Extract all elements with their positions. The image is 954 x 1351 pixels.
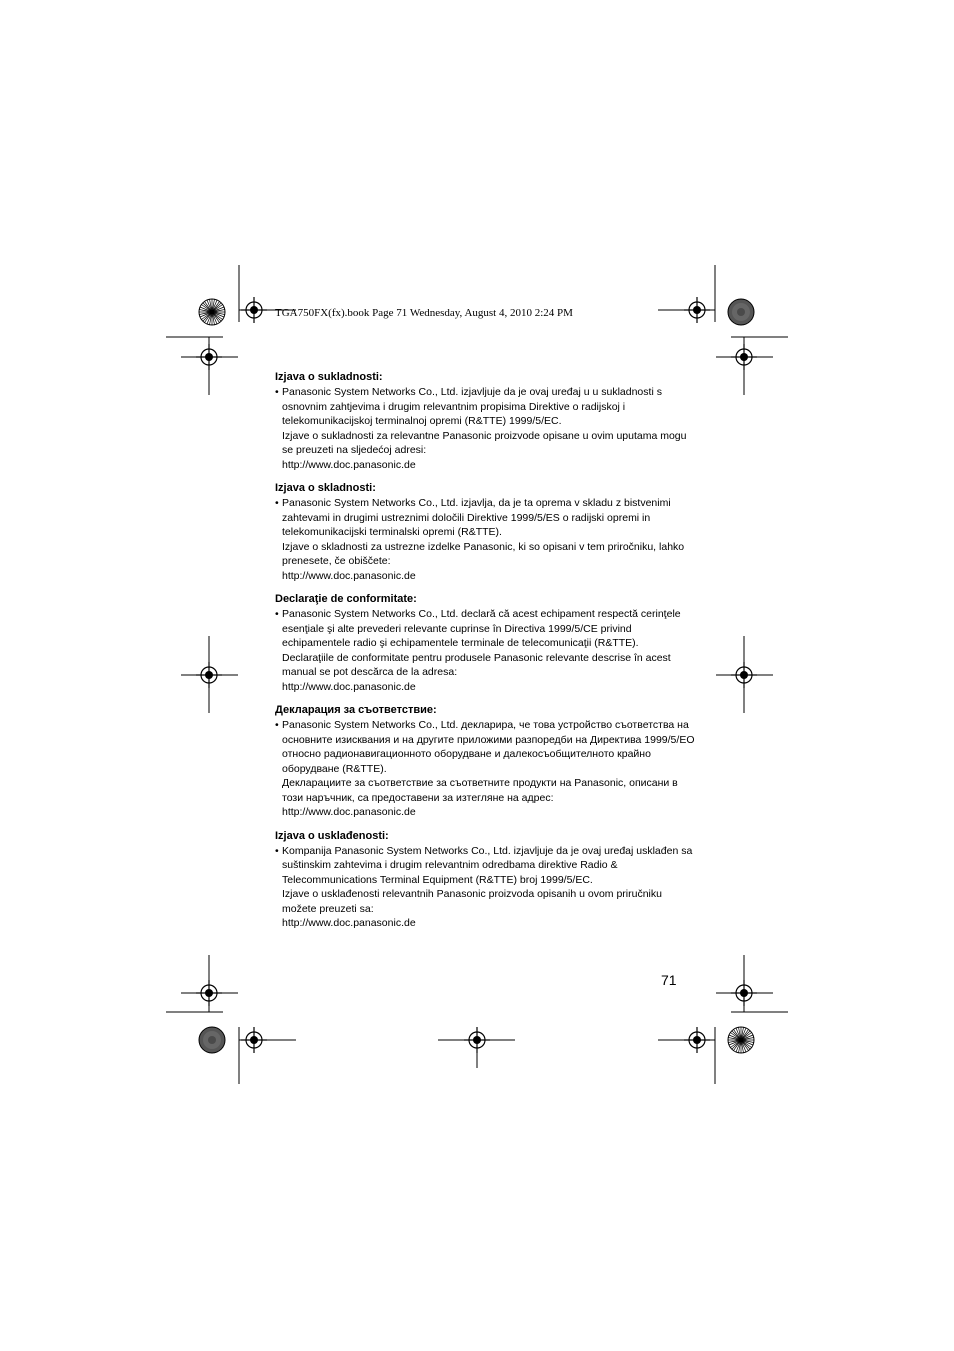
bullet-icon: • [275,386,279,398]
declaration-section [275,370,685,472]
paragraph-line: telekomunikacijskoj terminalnoj opremi (R&TTE) 1999/5/EC. [282,415,562,427]
url-text: http://www.doc.panasonic.de [282,806,416,818]
paragraph-line: osnovnim zahtjevima i drugim relevantnim propisima Direktive o radijskoj i [282,400,626,413]
bullet-paragraph [275,844,693,931]
paragraph-line: Panasonic System Networks Co., Ltd. declară că acest echipament respectă cerinţele [282,608,681,620]
paragraph-line: zahtevami in drugimi ustreznimi določili Direktive 1999/5/ES o radijski opremi in [282,511,651,524]
declaration-section [275,592,685,694]
paragraph-line: prenesete, če obiščete: [282,555,391,567]
paragraph-line: Panasonic System Networks Co., Ltd. декларира, че това устройство съответства на [282,719,689,731]
paragraph-line: Panasonic System Networks Co., Ltd. izjavlja, da je ta oprema v skladu z bistvenimi [282,497,671,509]
paragraph-line: esenţiale şi alte prevederi relevante cuprinse în Directiva 1999/5/CE privind [282,622,632,635]
paragraph-line: Izjave o usklađenosti relevantnih Panasonic proizvoda opisanih u ovom priručniku [282,888,662,900]
paragraph-line: Declaraţiile de conformitate pentru produsele Panasonic relevante descrise în acest [282,651,671,664]
declaration-section [275,481,685,583]
url-text: http://www.doc.panasonic.de [282,569,416,582]
page-number: 71 [661,972,677,988]
paragraph-line: относно радионавигационното оборудване и далекосъобщителното крайно [282,748,651,760]
section-heading: Izjava o sukladnosti: [275,371,383,383]
paragraph-line: echipamentele radio şi echipamentele terminale de telecomunicaţii (R&TTE). [282,637,639,649]
declarations-content [275,370,695,940]
declaration-section [275,703,695,820]
bullet-icon: • [275,844,279,857]
bullet-icon: • [275,719,279,731]
bullet-paragraph [275,718,695,820]
url-text: http://www.doc.panasonic.de [282,680,416,693]
bullet-paragraph [275,385,685,472]
paragraph-line: Декларациите за съответствие за съответните продукти на Panasonic, описани в [282,777,678,789]
bullet-paragraph [275,496,685,583]
paragraph-line: този наръчник, са предоставени за изтегляне на адрес: [282,791,554,804]
declaration-section [275,829,693,931]
paragraph-line: manual se pot descărca de la adresa: [282,666,458,678]
section-heading: Izjava o skladnosti: [275,482,376,494]
file-info-header: TGA750FX(fx).book Page 71 Wednesday, August 4, 2010 2:24 PM [275,307,573,319]
paragraph-line: Izjave o sukladnosti za relevantne Panasonic proizvode opisane u ovim uputama mogu [282,429,687,442]
paragraph-line: Kompanija Panasonic System Networks Co., Ltd. izjavljuje da je ovaj uređaj usklađen sa [282,844,693,857]
bullet-icon: • [275,497,279,509]
url-text: http://www.doc.panasonic.de [282,458,416,471]
paragraph-line: оборудване (R&TTE). [282,762,387,775]
bullet-paragraph [275,607,685,694]
paragraph-line: основните изисквания и на другите приложими разпоредби на Директива 1999/5/ЕО [282,733,695,746]
paragraph-line: Telecommunications Terminal Equipment (R&TTE) broj 1999/5/EC. [282,873,593,886]
paragraph-line: Izjave o skladnosti za ustrezne izdelke Panasonic, ki so opisani v tem priročniku, lahko [282,540,685,553]
section-heading: Декларация за съответствие: [275,704,437,716]
paragraph-line: se preuzeti na sljedećoj adresi: [282,444,427,456]
section-heading: Izjava o usklađenosti: [275,829,389,842]
paragraph-line: telekomunikacijski terminalski opremi (R&TTE). [282,526,502,538]
paragraph-line: suštinskim zahtevima i drugim relevantnim odredbama direktive Radio & [282,859,618,871]
url-text: http://www.doc.panasonic.de [282,917,416,929]
paragraph-line: Panasonic System Networks Co., Ltd. izjavljuje da je ovaj uređaj u u sukladnosti s [282,386,662,398]
bullet-icon: • [275,608,279,620]
paragraph-line: možete preuzeti sa: [282,902,374,915]
section-heading: Declaraţie de conformitate: [275,593,417,605]
